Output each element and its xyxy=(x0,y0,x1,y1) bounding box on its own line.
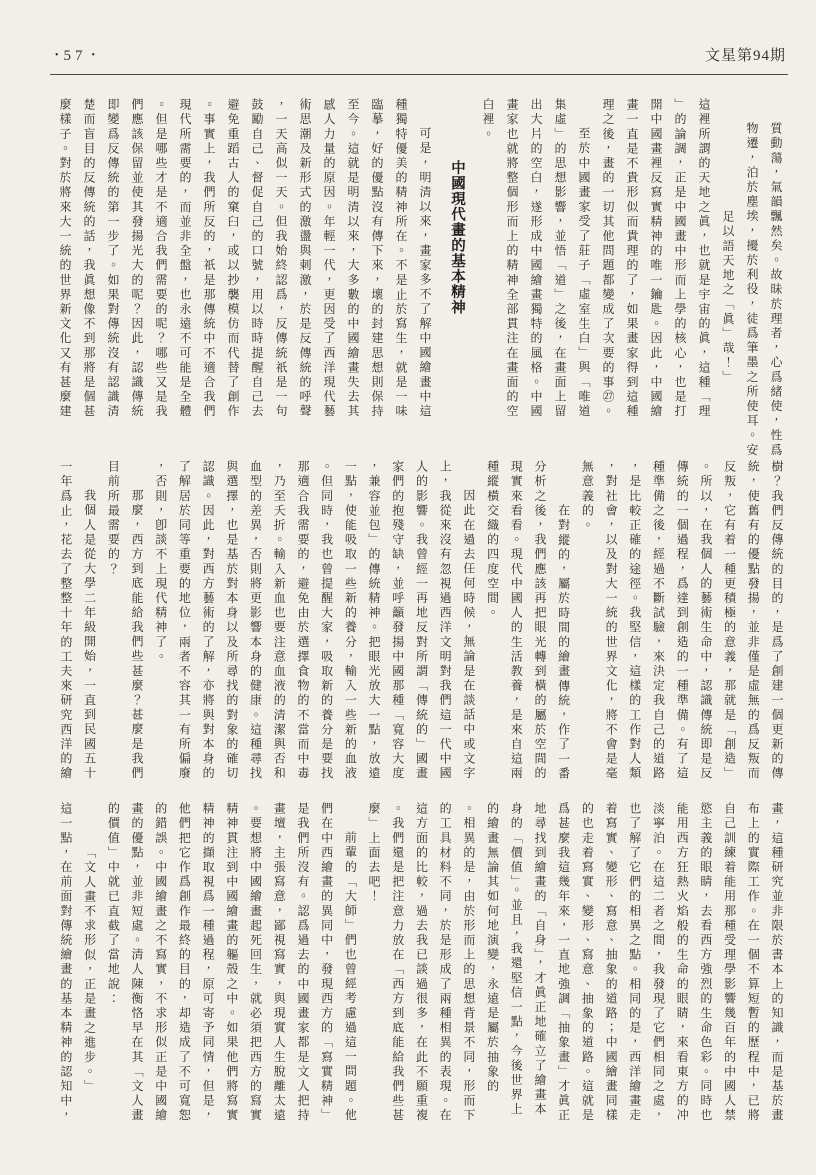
text-column: 。要想將中國繪畫起死回生，就必須把西方的寫實 xyxy=(248,802,263,1124)
text-column: 與選擇，也是基於對本身以及所尋找的對象的確切 xyxy=(224,460,239,782)
header-rule xyxy=(50,74,788,75)
text-column: 目前所最需要的？ xyxy=(106,460,121,577)
text-column: 統，使舊有的優點發揚，並非僅是虛無的爲反叛而 xyxy=(746,460,761,782)
text-column: 畫的優點，並非短處。清人陳衡恪早在其「文人畫 xyxy=(130,802,145,1124)
text-column: 麼樣子。對於將來大一統的世界新文化又有甚麼建 xyxy=(58,98,72,420)
text-column: 「文人畫不求形似，正是畫之進步。」 xyxy=(82,846,97,1095)
text-column: 的價值」中就已直截了當地說： xyxy=(106,802,121,1007)
text-column: 鼓勵自己、督促自己的口號，用以時時提醒自己去 xyxy=(250,98,264,420)
text-column: 地尋找到繪畫的「自身」，才眞正地確立了繪畫本 xyxy=(532,802,547,1118)
text-column: 身的「價值」。並且，我還堅信一點，今後世界上 xyxy=(509,802,524,1118)
text-column: 畫，這種研究並非限於書本上的知識，而是基於畫 xyxy=(770,802,784,1124)
section-title: 中國現代畫的基本精神 xyxy=(449,160,465,315)
text-column: 上，我從來沒有忽視過西洋文明對我們這一代中國 xyxy=(438,460,453,782)
text-column: 集虛」的思想影響，並悟「道」之後，在畫面上留 xyxy=(553,98,567,420)
text-column: 這一點，在前面對傳統繪畫的基本精神的認知中， xyxy=(58,802,73,1124)
text-column: 。相異的是，由於形而上的思想背景不同，形而下 xyxy=(461,802,476,1124)
text-column: 至今。這就是明清以來，大多數的中國繪畫失去其 xyxy=(346,98,360,420)
text-column: 臨摹，好的優點沒有傳下來，壞的封建思想則保持 xyxy=(370,98,384,420)
text-column: ，對社會，以及對大一統的世界文化，將不會是毫 xyxy=(604,460,619,782)
text-column: 淡寧泊。在這二者之間，我發現了它們相同之處， xyxy=(651,802,666,1124)
text-column: 畫壇，主張寫意，鄙視寫實，與現實人生脫離太遠 xyxy=(272,802,287,1124)
text-column: 家們的抱殘守缺，並呼籲發揚中國那種「寬容大度 xyxy=(390,460,405,782)
text-column: 可是，明清以來，畫家多不了解中國繪畫中這 xyxy=(418,127,432,419)
text-column: 。但同時，我也曾提醒大家，吸取新的養分是要找 xyxy=(319,460,334,782)
bullet-icon: • xyxy=(55,50,59,61)
text-column: 出大片的空白，遂形成中國繪畫獨特的風格。中國 xyxy=(529,98,543,420)
text-column: 精神貫注到中國繪畫的軀殼之中。如果他們將寫實 xyxy=(224,802,239,1124)
text-column: 白裡。 xyxy=(481,98,495,142)
text-column: 。所以，在我個人的藝術生命中，認識傳統即是反 xyxy=(698,460,713,782)
text-column: 反叛，它有着一種更積極的意義，那就是「創造」 xyxy=(722,460,737,782)
text-band-bottom xyxy=(53,802,788,1164)
text-column: 種獨特優美的精神所在。不是止於寫生，就是一味 xyxy=(394,98,408,420)
text-column: ，乃至夭折。輸入新血也要注意血液的清潔與否和 xyxy=(272,460,287,782)
text-column: 一點，使能吸取一些新的養分，輸入一些新的血液 xyxy=(343,460,358,782)
text-column: 畫一直是不貴形似而貴理的了，如果畫家得到這種 xyxy=(625,98,639,420)
text-column: 是我們所沒有。認爲過去的中國畫家都是文人把持 xyxy=(295,802,310,1124)
text-column: 現實來看看。現代中國人的生活教養，是來自這兩 xyxy=(509,460,524,782)
text-column: 着寫實、變形、寫意、抽象的道路；中國繪畫同樣 xyxy=(604,802,619,1124)
text-column: 那適合我需要的，避免由於選擇食物的不當而中毒 xyxy=(295,460,310,782)
text-column: 布上的實際工作。在一個不算短暫的歷程中，已將 xyxy=(746,802,761,1124)
text-column: 那麼，西方到底能給我們些甚麼？甚麼是我們 xyxy=(130,489,145,781)
text-column: 。我們還是把注意力放在「西方到底能給我們些甚 xyxy=(390,802,405,1124)
text-column: 避免重蹈古人的窠臼，或以抄襲模仿而代替了創作 xyxy=(226,98,240,420)
text-column: 現代所需要的，而並非全盤，也永遠不可能是全體 xyxy=(178,98,192,420)
text-column: 畫家也就將整個形而上的精神全部貫注在畫面的空 xyxy=(505,98,519,420)
text-column: ，一天高似一天。但我始終認爲，反傳統祇是一句 xyxy=(274,98,288,420)
text-column: 楚而盲目的反傳統的話，我眞想像不到那將是個甚 xyxy=(82,98,96,420)
text-column: 麼」上面去吧！ xyxy=(367,802,382,905)
text-column: 也了解了它們的相異之點。相同的是，西洋繪畫走 xyxy=(627,802,642,1124)
text-column: 感人力量的原因。年輕一代，更因受了西洋現代藝 xyxy=(322,98,336,420)
text-column: 即變爲反傳統的第一步了。如果對傳統沒有認識清 xyxy=(106,98,120,420)
page-header xyxy=(50,44,786,65)
text-column: 這裡所謂的天地之眞，也就是宇宙的眞，這種「理 xyxy=(697,98,711,420)
text-column: 們在中西繪畫的異同中，發現西方的「寫實精神」 xyxy=(319,802,334,1124)
text-column: 認識。因此，對西方藝術的了解，亦將與對本身的 xyxy=(201,460,216,782)
text-column: 們應該保留並使其發揚光大的呢？因此，認識傳統 xyxy=(130,98,144,420)
text-column: 這方面的比較，過去我已談過很多，在此不願重複 xyxy=(414,802,429,1124)
text-column: 血型的差異，否則將更影響本身的健康。這種尋找 xyxy=(248,460,263,782)
text-column: 自己訓練着能用那種受理學影響幾百年的中國人禁 xyxy=(722,802,737,1124)
text-column: 理之後，畫的一切其他問題都變成了次要的事㉗。 xyxy=(601,98,615,420)
text-column: 的繪畫無論其如何地演變，永遠是屬於抽象的 xyxy=(485,802,500,1094)
text-column: 一年爲止，花去了整整十年的工夫來研究西洋的繪 xyxy=(58,460,73,782)
text-column: 在對縱的，屬於時間的繪畫傳統，作了一番 xyxy=(556,504,571,782)
text-column: 。事實上，我們所反的，祇是那傳統中不適合我們 xyxy=(202,98,216,420)
text-column: 術思潮及新形式的激盪與刺激，於是反傳統的呼聲 xyxy=(298,98,312,420)
text-column: 爲甚麼我這幾年來，一直地強調「抽象畫」才眞正 xyxy=(556,802,571,1124)
text-column: 人的影響。我曾經一再地反對所謂「傳統的」國畫 xyxy=(414,460,429,782)
text-column: 我個人是從大學二年級開始，一直到民國五十 xyxy=(82,489,97,781)
text-column: 物遷，泊於塵埃，擾於利役，徒爲筆墨之所使耳。安 xyxy=(745,122,759,458)
text-column: 」的論調，正是中國畫中形而上學的核心，也是打 xyxy=(673,98,687,420)
text-column: 至於中國畫家受了莊子「虛室生白」與「唯道 xyxy=(577,127,591,419)
text-column: 傳統的一個過程，爲達到創造的一種準備。有了這 xyxy=(675,460,690,782)
text-column: 樹？我們反傳統的目的，是爲了創建一個更新的傳 xyxy=(770,460,784,782)
text-column: 分析之後，我們應該再把眼光轉到橫的屬於空間的 xyxy=(532,460,547,782)
text-column: 因此在過去任何時候，無論是在談話中或文字 xyxy=(461,489,476,781)
text-column: ，是比較正確的途徑。我堅信，這樣的工作對人類 xyxy=(627,460,642,782)
masthead-title: 文星第94期 xyxy=(704,48,786,64)
text-column: 種準備之後，經過不斷試驗，來決定我自己的道路 xyxy=(651,460,666,782)
text-column: 的錯誤。中國繪畫之不寫實，不求形似正是中國繪 xyxy=(153,802,168,1124)
text-column: 能用西方狂熱火焰般的生命的眼睛，來看東方的冲 xyxy=(675,802,690,1124)
text-column: 慾主義的眼睛，去看西方強烈的生命色彩。同時也 xyxy=(698,802,713,1124)
text-column: 的也走着寫實、變形、寫意、抽象的道路。這就是 xyxy=(580,802,595,1124)
text-column: 種縱橫交織的四度空間。 xyxy=(485,460,500,621)
text-column: 無意義的。 xyxy=(580,460,595,533)
text-column: 了解居於同等重要的地位，兩者不容其一有所偏廢 xyxy=(177,460,192,782)
text-column: 。但是哪些才是不適合我們需要的呢？哪些又是我 xyxy=(154,98,168,420)
text-column: 精神的擷取視爲一種過程，原可寄予同情，但是， xyxy=(201,802,216,1124)
text-column: 他們把它作爲創作最終的目的，却造成了不可寬恕 xyxy=(177,802,192,1124)
bullet-icon: • xyxy=(91,50,96,61)
text-column: 足以語天地之「眞」哉！」 xyxy=(721,210,735,386)
text-column: 開中國畫裡反寫實精神的唯一鑰匙。因此，中國繪 xyxy=(649,98,663,420)
page-number-value: 57 xyxy=(63,48,87,64)
text-column: ，兼容並包」的傳統精神。把眼光放大一點，放遠 xyxy=(367,460,382,782)
text-column: 的工具材料不同，於是形成了兩種相異的表現。在 xyxy=(438,802,453,1124)
text-column: 質動蕩，氣韻飄然矣。故昧於理者，心爲緒使，性爲 xyxy=(769,122,783,458)
page-number xyxy=(50,48,100,65)
text-band-top xyxy=(53,98,788,456)
text-column: 前輩的「大師」們也曾經考慮過這一問題。他 xyxy=(343,831,358,1123)
text-band-middle xyxy=(53,460,788,800)
text-column: ，否則，卽談不上現代精神了。 xyxy=(153,460,168,665)
